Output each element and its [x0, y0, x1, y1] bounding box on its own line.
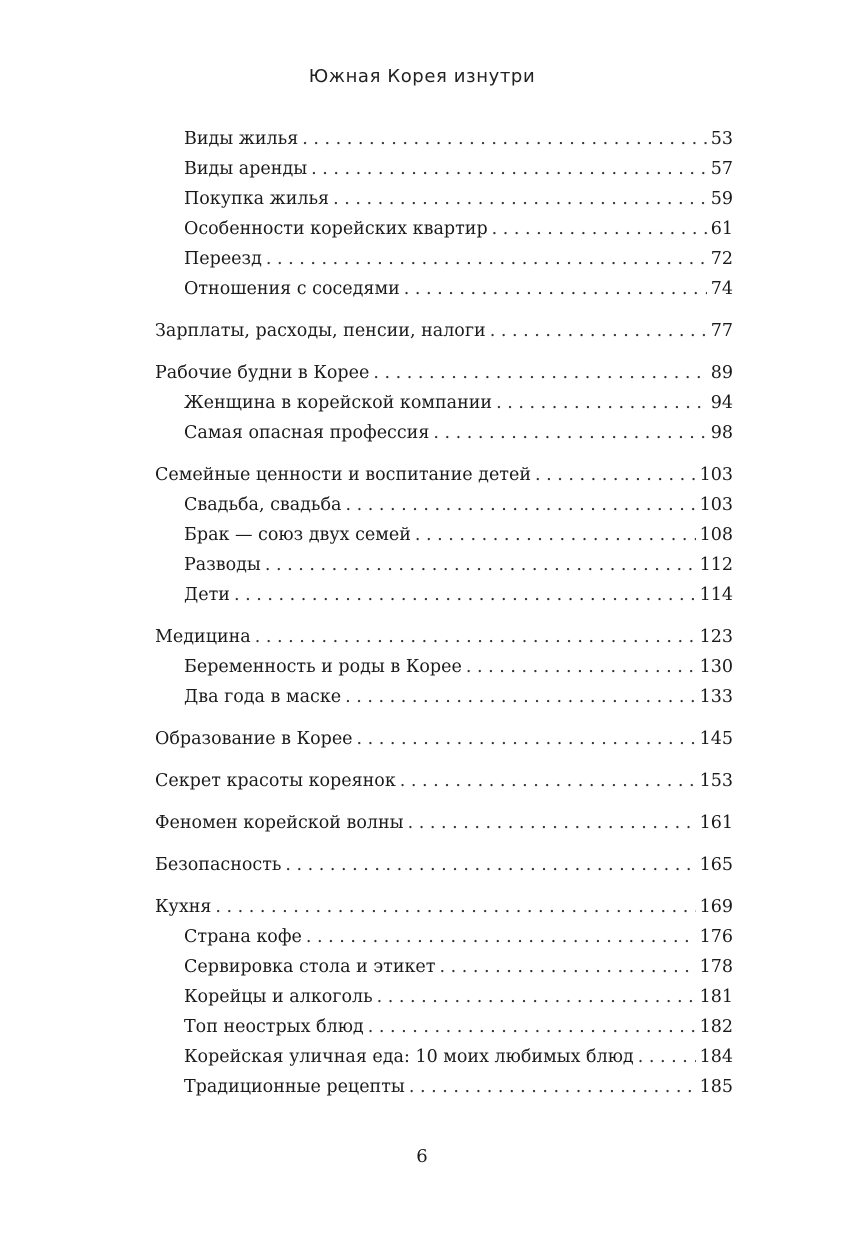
toc-entry-page: 114 — [699, 585, 733, 605]
toc-entry-title: Свадьба, свадьба — [184, 495, 342, 515]
toc-section-entry[interactable] — [155, 652, 733, 682]
toc-entry-page: 94 — [710, 393, 733, 413]
dot-leader — [408, 808, 696, 838]
toc-section-entry[interactable] — [155, 982, 733, 1012]
toc-section-entry[interactable] — [155, 1012, 733, 1042]
toc-section-entry[interactable] — [155, 214, 733, 244]
toc-entry-page: 165 — [699, 855, 733, 875]
toc-chapter-entry[interactable] — [155, 622, 733, 652]
toc-section-entry[interactable] — [155, 550, 733, 580]
dot-leader — [333, 184, 707, 214]
toc-section-entry[interactable] — [155, 682, 733, 712]
toc-entry-page: 153 — [699, 771, 733, 791]
toc-entry-title: Разводы — [184, 555, 261, 575]
dot-leader — [265, 550, 696, 580]
toc-entry-page: 145 — [699, 729, 733, 749]
dot-leader — [496, 388, 707, 418]
dot-leader — [215, 892, 695, 922]
toc-entry-title: Виды жилья — [184, 129, 299, 149]
toc-entry-page: 185 — [699, 1077, 733, 1097]
dot-leader — [302, 124, 706, 154]
toc-entry-page: 112 — [699, 555, 733, 575]
dot-leader — [466, 652, 696, 682]
toc-entry-title: Феномен корейской волны — [155, 813, 404, 833]
toc-entry-page: 72 — [710, 249, 733, 269]
toc-entry-page: 77 — [710, 321, 733, 341]
dot-leader — [535, 460, 696, 490]
page-number: 6 — [416, 1146, 428, 1167]
dot-leader — [404, 274, 707, 304]
toc-chapter-entry[interactable] — [155, 316, 733, 346]
toc-section-entry[interactable] — [155, 580, 733, 610]
toc-entry-title: Рабочие будни в Корее — [155, 363, 370, 383]
toc-entry-page: 169 — [699, 897, 733, 917]
toc-entry-page: 178 — [699, 957, 733, 977]
toc-chapter-entry[interactable] — [155, 892, 733, 922]
dot-leader — [490, 316, 707, 346]
toc-section-entry[interactable] — [155, 1072, 733, 1102]
toc-entry-page: 133 — [699, 687, 733, 707]
dot-leader — [345, 490, 695, 520]
toc-entry-title: Медицина — [155, 627, 251, 647]
toc-section-entry[interactable] — [155, 490, 733, 520]
dot-leader — [311, 154, 707, 184]
toc-section-entry[interactable] — [155, 154, 733, 184]
toc-entry-title: Женщина в корейской компании — [184, 393, 493, 413]
toc-entry-title: Отношения с соседями — [184, 279, 400, 299]
dot-leader — [373, 358, 706, 388]
toc-entry-title: Топ неострых блюд — [184, 1017, 364, 1037]
toc-entry-title: Брак — союз двух семей — [184, 525, 411, 545]
toc-entry-page: 103 — [699, 495, 733, 515]
dot-leader — [492, 214, 707, 244]
dot-leader — [357, 724, 696, 754]
toc-entry-page: 59 — [710, 189, 733, 209]
toc-entry-title: Корейцы и алкоголь — [184, 987, 373, 1007]
dot-leader — [638, 1042, 696, 1072]
toc-entry-page: 98 — [710, 423, 733, 443]
dot-leader — [345, 682, 695, 712]
toc-entry-title: Сервировка стола и этикет — [184, 957, 436, 977]
toc-entry-title: Секрет красоты кореянок — [155, 771, 396, 791]
toc-section-entry[interactable] — [155, 520, 733, 550]
dot-leader — [377, 982, 696, 1012]
toc-entry-page: 61 — [710, 219, 733, 239]
toc-section-entry[interactable] — [155, 124, 733, 154]
toc-section-entry[interactable] — [155, 1042, 733, 1072]
toc-entry-page: 57 — [710, 159, 733, 179]
toc-section-entry[interactable] — [155, 922, 733, 952]
toc-entry-title: Самая опасная профессия — [184, 423, 430, 443]
table-of-contents — [155, 124, 733, 1102]
dot-leader — [439, 952, 695, 982]
toc-entry-title: Беременность и роды в Корее — [184, 657, 462, 677]
toc-entry-page: 89 — [710, 363, 733, 383]
toc-entry-page: 123 — [699, 627, 733, 647]
dot-leader — [285, 850, 695, 880]
toc-section-entry[interactable] — [155, 184, 733, 214]
toc-entry-title: Семейные ценности и воспитание детей — [155, 465, 532, 485]
toc-section-entry[interactable] — [155, 244, 733, 274]
toc-entry-title: Кухня — [155, 897, 212, 917]
toc-entry-page: 74 — [710, 279, 733, 299]
dot-leader — [234, 580, 696, 610]
dot-leader — [255, 622, 696, 652]
toc-entry-title: Переезд — [184, 249, 262, 269]
toc-entry-title: Покупка жилья — [184, 189, 330, 209]
dot-leader — [400, 766, 696, 796]
running-head: Южная Корея изнутри — [308, 66, 536, 87]
toc-chapter-entry[interactable] — [155, 724, 733, 754]
toc-chapter-entry[interactable] — [155, 766, 733, 796]
toc-entry-title: Дети — [184, 585, 230, 605]
toc-chapter-entry[interactable] — [155, 850, 733, 880]
toc-entry-title: Особенности корейских квартир — [184, 219, 488, 239]
toc-entry-title: Корейская уличная еда: 10 моих любимых блюд — [184, 1047, 634, 1067]
toc-entry-page: 181 — [699, 987, 733, 1007]
toc-entry-page: 161 — [699, 813, 733, 833]
toc-entry-page: 176 — [699, 927, 733, 947]
toc-chapter-entry[interactable] — [155, 460, 733, 490]
toc-entry-page: 182 — [699, 1017, 733, 1037]
toc-chapter-entry[interactable] — [155, 358, 733, 388]
toc-entry-page: 103 — [699, 465, 733, 485]
toc-section-entry[interactable] — [155, 388, 733, 418]
dot-leader — [266, 244, 707, 274]
toc-entry-page: 108 — [699, 525, 733, 545]
dot-leader — [433, 418, 706, 448]
dot-leader — [368, 1012, 696, 1042]
toc-entry-page: 130 — [699, 657, 733, 677]
toc-entry-title: Два года в маске — [184, 687, 342, 707]
toc-entry-title: Зарплаты, расходы, пенсии, налоги — [155, 321, 486, 341]
dot-leader — [409, 1072, 696, 1102]
dot-leader — [415, 520, 696, 550]
toc-entry-title: Безопасность — [155, 855, 282, 875]
toc-entry-page: 184 — [699, 1047, 733, 1067]
dot-leader — [306, 922, 696, 952]
toc-section-entry[interactable] — [155, 418, 733, 448]
toc-entry-title: Страна кофе — [184, 927, 302, 947]
toc-chapter-entry[interactable] — [155, 808, 733, 838]
toc-section-entry[interactable] — [155, 952, 733, 982]
toc-entry-title: Традиционные рецепты — [184, 1077, 405, 1097]
toc-entry-title: Виды аренды — [184, 159, 308, 179]
toc-section-entry[interactable] — [155, 274, 733, 304]
toc-entry-title: Образование в Корее — [155, 729, 353, 749]
toc-entry-page: 53 — [710, 129, 733, 149]
